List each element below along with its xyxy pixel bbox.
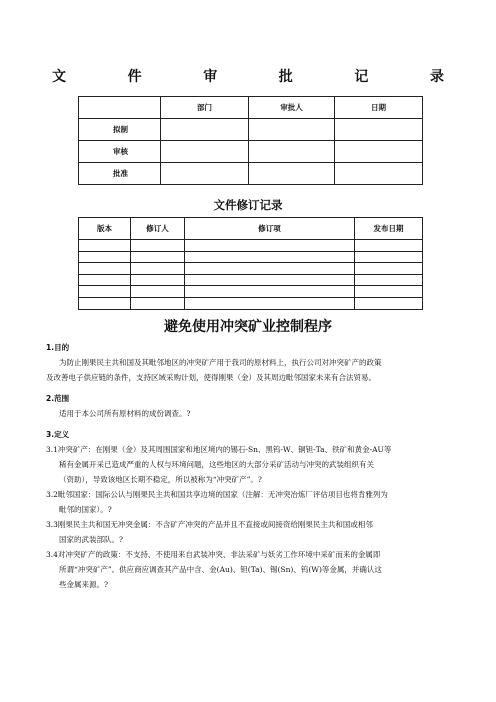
row-label-draft: 拟制 [79, 119, 161, 141]
row-label-review: 审核 [79, 141, 161, 163]
table-cell [185, 274, 355, 286]
table-row [79, 240, 423, 252]
definition-line: 3.3刚果民主共和国无冲突金属：不含矿产冲突的产品并且不直接或间接资给刚果民主共和国或相邻 [46, 520, 373, 529]
table-row [79, 263, 423, 275]
header-version: 版本 [79, 218, 131, 240]
header-department: 部门 [161, 97, 249, 119]
table-row [79, 119, 423, 141]
definition-line: 些金属来源。? [59, 580, 109, 589]
paragraph-line: 及改善电子供应链的条件，支持区域采购计划，使得刚果（金）及其周边毗邻国家未来有合法贸易。 [46, 373, 376, 382]
table-cell [185, 297, 355, 309]
table-cell [355, 263, 423, 275]
record-title-char: 记 [354, 69, 369, 85]
header-date: 日期 [335, 97, 423, 119]
table-header-row [79, 218, 423, 240]
table-cell [185, 251, 355, 263]
table-cell [249, 163, 335, 185]
definition-line: （资助），导致该地区长期不稳定，所以被称为“冲突矿产”。? [59, 475, 262, 484]
record-title-char: 文 [52, 69, 66, 85]
table-cell [131, 286, 185, 298]
definition-line: 国家的武装部队。? [59, 535, 124, 544]
record-title [52, 66, 444, 86]
definition-line: 毗邻的国家）。? [59, 505, 112, 514]
table-row [79, 286, 423, 298]
header-release-date: 发布日期 [355, 218, 423, 240]
definition-line: 3.2毗邻国家：国际公认与刚果民主共和国共享边境的国家（注解：无冲突冶炼厂评估项目也将肯雅列为 [46, 490, 388, 499]
header-reviser: 修订人 [131, 218, 185, 240]
table-cell [161, 163, 249, 185]
definition-line: 所谓“冲突矿产”。供应商应调查其产品中含、金(Au)、钽(Ta)、锡(Sn)、钨(W)等金属，并确认这 [59, 565, 382, 574]
record-title-char: 录 [429, 69, 444, 85]
table-cell [79, 240, 131, 252]
table-row [79, 141, 423, 163]
row-label-approve: 批准 [79, 163, 161, 185]
table-cell [161, 119, 249, 141]
section-heading-purpose: 1.目的 [46, 343, 70, 352]
table-header-row [79, 97, 423, 119]
definition-line: 3.4对冲突矿产的政策：不支持、不使用来自武装冲突、非法采矿与妖劣工作环境中采矿而来的金属即 [46, 550, 381, 559]
table-cell [249, 119, 335, 141]
table-cell [131, 251, 185, 263]
revision-title: 文件修订记录 [213, 198, 283, 212]
table-cell [131, 240, 185, 252]
table-cell [79, 251, 131, 263]
table-cell [335, 141, 423, 163]
definition-line: 稀有金属开采已造成严重的人权与环境问题，这些地区的大部分采矿活动与冲突的武装组织有关 [59, 460, 374, 469]
table-cell [185, 286, 355, 298]
table-cell [161, 141, 249, 163]
table-cell [79, 97, 161, 119]
section-heading-definitions: 3.定义 [46, 430, 70, 439]
header-revision-item: 修订项 [185, 218, 355, 240]
table-row [79, 251, 423, 263]
table-cell [335, 163, 423, 185]
paragraph-line: 为防止刚果民主共和国及其毗邻地区的冲突矿产用于我司的原材料上，执行公司对冲突矿产的政策 [59, 358, 382, 367]
table-cell [185, 263, 355, 275]
table-row [79, 297, 423, 309]
table-cell [79, 274, 131, 286]
table-cell [355, 286, 423, 298]
document-body [46, 340, 446, 592]
table-cell [79, 286, 131, 298]
document-title: 避免使用冲突矿业控制程序 [164, 319, 332, 335]
table-cell [79, 263, 131, 275]
table-cell [131, 263, 185, 275]
approval-table [78, 96, 423, 185]
table-cell [131, 274, 185, 286]
table-cell [355, 240, 423, 252]
record-title-char: 批 [278, 69, 293, 85]
header-approver: 审批人 [249, 97, 335, 119]
table-cell [249, 141, 335, 163]
definition-line: 3.1冲突矿产：在刚果（金）及其周围国家和地区境内的锡石-Sn、黑钨-W、铜钽-Ta、铁矿和黄金-AU等 [46, 445, 392, 454]
table-cell [131, 297, 185, 309]
table-cell [79, 297, 131, 309]
table-cell [335, 119, 423, 141]
revision-table [78, 217, 423, 310]
table-row [79, 163, 423, 185]
table-row [79, 274, 423, 286]
paragraph-line: 适用于本公司所有原材料的成份调查。? [59, 409, 191, 418]
record-title-char: 件 [127, 69, 142, 85]
table-cell [355, 251, 423, 263]
section-heading-scope: 2.范围 [46, 394, 70, 403]
table-cell [355, 297, 423, 309]
table-cell [185, 240, 355, 252]
record-title-char: 审 [203, 69, 218, 85]
table-cell [355, 274, 423, 286]
